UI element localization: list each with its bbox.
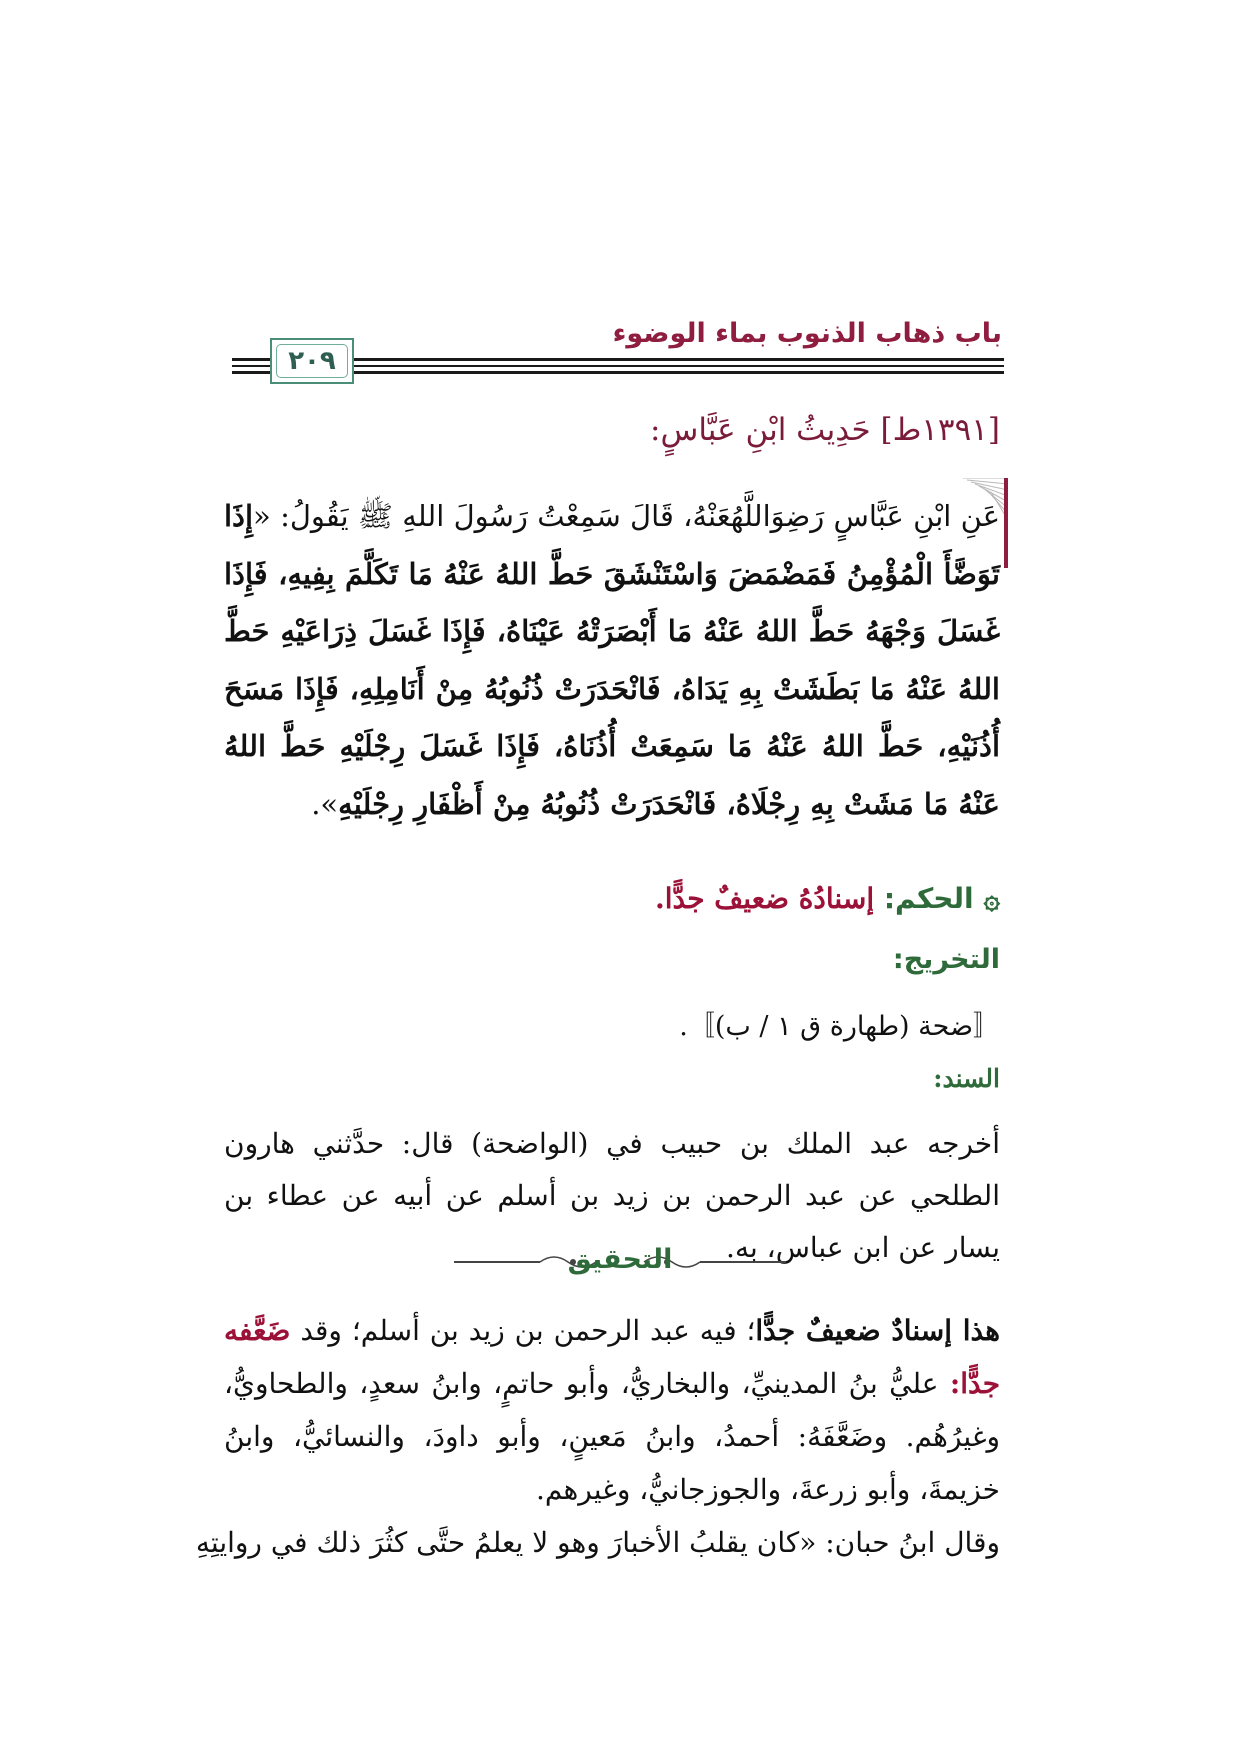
hadith-narration-end: ». <box>311 786 339 821</box>
ruling-line <box>655 882 1000 915</box>
hadith-narration-intro: عَنِ ابْنِ عَبَّاسٍ رَضِوَاللَّهُعَنْهُ، قَالَ سَمِعْتُ رَسُولَ اللهِ ﷺ يَقُولُ: « <box>253 499 1000 533</box>
sanad-label: السند: <box>933 1064 1000 1093</box>
hadith-text <box>224 488 1000 833</box>
flower-ornament-icon: ۞ <box>983 882 1000 915</box>
takhrij-text: 〚ضحة (طهارة ق ١ / ب)〛. <box>679 1011 1000 1042</box>
ruling-label: الحكم: <box>883 882 974 915</box>
tahqiq-highlight: ضَعَّفه جدًّا: <box>224 1314 1000 1400</box>
ruling-value: إسنادُهُ ضعيفٌ جدًّا. <box>655 882 875 915</box>
takhrij-label: التخريج: <box>892 944 1000 975</box>
running-title: باب ذهاب الذنوب بماء الوضوء <box>612 318 1002 349</box>
page-number: ٢٠٩ <box>288 346 336 376</box>
tahqiq-lead: هذا إسنادٌ ضعيفٌ جدًّا <box>755 1314 1000 1347</box>
tahqiq-text-part-2: عليُّ بنُ المدينيِّ، والبخاريُّ، وأبو حاتمٍ، وابنُ سعدٍ، والطحاويُّ، وغيرُهُم. وضَعَّفَهُ: أحمدُ، وابنُ مَعينٍ، وأبو داودَ، والنسائيُّ، وابنُ خزيمةَ، وأبو زرعةَ، والجوزجانيُّ، وغيرهم. <box>224 1367 1000 1506</box>
hadith-matn: إِذَا تَوَضَّأَ الْمُؤْمِنُ فَمَضْمَضَ وَاسْتَنْشَقَ حَطَّ اللهُ عَنْهُ مَا تَكَلَّمَ بِفِيهِ، فَإِذَا غَسَلَ وَجْهَهُ حَطَّ اللهُ عَنْهُ مَا أَبْصَرَتْهُ عَيْنَاهُ، فَإِذَا غَسَلَ ذِرَاعَيْهِ حَطَّ اللهُ عَنْهُ مَا بَطَشَتْ بِهِ يَدَاهُ، فَانْحَدَرَتْ ذُنُوبُهُ مِنْ أَنَامِلِهِ، فَإِذَا مَسَحَ أُذُنَيْهِ، حَطَّ اللهُ عَنْهُ مَا سَمِعَتْ أُذُنَاهُ، فَإِذَا غَسَلَ رِجْلَيْهِ حَطَّ اللهُ عَنْهُ مَا مَشَتْ بِهِ رِجْلَاهُ، فَانْحَدَرَتْ ذُنُوبُهُ مِنْ أَظْفَارِ رِجْلَيْهِ <box>224 499 1000 821</box>
tahqiq-text-part-1: ؛ فيه عبد الرحمن بن زيد بن أسلم؛ وقد <box>290 1314 756 1347</box>
tahqiq-final-line: وقال ابنُ حبان: «كان يقلبُ الأخبارَ وهو لا يعلمُ حتَّى كثُرَ ذلك في روايتِهِ <box>195 1526 1000 1559</box>
hadith-heading: [١٣٩١ط] حَدِيثُ ابْنِ عَبَّاسٍ: <box>650 412 1000 448</box>
page-number-badge <box>270 338 354 384</box>
sanad-text: أخرجه عبد الملك بن حبيب في (الواضحة) قال: حدَّثني هارون الطلحي عن عبد الرحمن بن زيد بن أسلم عن أبيه عن عطاء بن يسار عن ابن عباس، به. <box>224 1127 1000 1264</box>
tahqiq-text <box>224 1304 1000 1516</box>
tahqiq-title: التحقيق <box>567 1244 673 1275</box>
